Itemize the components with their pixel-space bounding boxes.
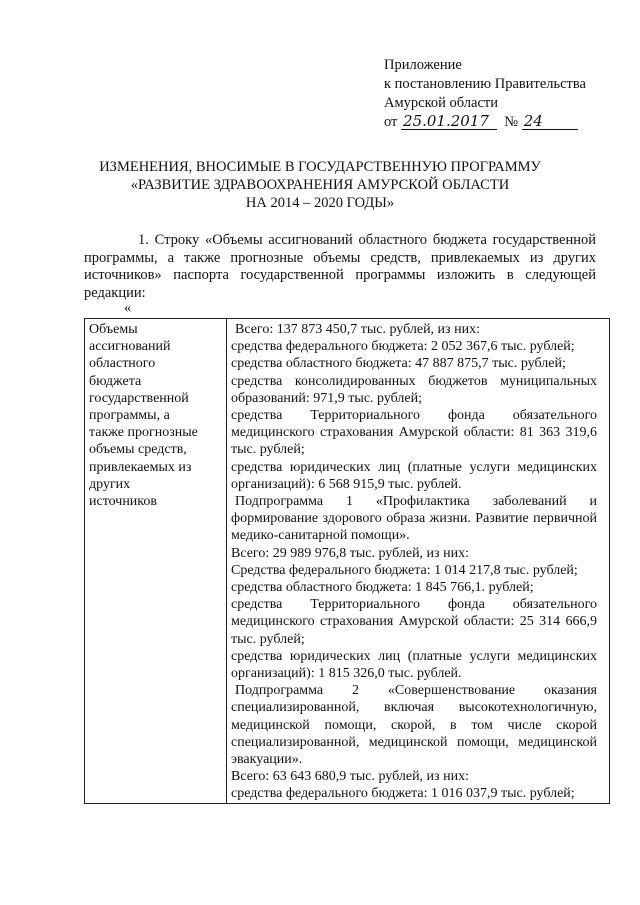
intro-text: 1. Строку «Объемы ассигнований областного бюджета государственной программы, а также прогнозные объемы средств, привлекаемых из других источников» паспорта государственной программы изложить в следующей редакции: [84, 232, 596, 301]
label-line: программы, а [89, 408, 170, 424]
label-line: областного [89, 356, 156, 372]
label-line: бюджета [89, 373, 142, 389]
handwritten-date: 25.01.2017 [401, 113, 497, 130]
label-line: привлекаемых из [89, 459, 192, 475]
subprogram-2-title: Подпрограмма 2 «Совершенствование оказания специализированной, включая высокотехнологичную, медицинской помощи, скорой, в том числе скорой специализированной, медицинской помощи, медицинской эвакуации». [231, 683, 597, 768]
handwritten-number: 24 [522, 113, 578, 130]
date-from-label: от [384, 114, 398, 130]
intro-paragraph [84, 232, 596, 302]
label-line: других [89, 476, 131, 492]
title-line-1: ИЗМЕНЕНИЯ, ВНОСИМЫЕ В ГОСУДАРСТВЕННУЮ ПРОГРАММУ [99, 159, 541, 175]
funding-table [84, 318, 610, 804]
row-label-cell [85, 319, 227, 804]
funding-line: средства областного бюджета: 47 887 875,7 тыс. рублей; [231, 356, 566, 372]
title-line-2: «РАЗВИТИЕ ЗДРАВООХРАНЕНИЯ АМУРСКОЙ ОБЛАСТИ [130, 177, 510, 193]
total-line: Всего: 29 989 976,8 тыс. рублей, из них: [231, 545, 469, 561]
opening-quote: « [124, 300, 132, 316]
appendix-resolution: к постановлению Правительства [384, 76, 586, 92]
number-label: № [504, 114, 519, 130]
funding-line: средства областного бюджета: 1 845 766,1. рублей; [231, 580, 534, 596]
label-line: источников [89, 494, 158, 510]
appendix-title: Приложение [384, 57, 462, 73]
funding-line: средства Территориального фонда обязательного медицинского страхования Амурской области: 81 363 319,6 тыс. рублей; [231, 408, 597, 458]
funding-line: средства юридических лиц (платные услуги медицинских организаций): 6 568 915,9 тыс. рублей. [231, 459, 597, 492]
funding-line: средства федерального бюджета: 1 016 037,9 тыс. рублей; [231, 786, 575, 802]
title-line-3: НА 2014 – 2020 ГОДЫ» [245, 195, 395, 211]
funding-line: средства федерального бюджета: 2 052 367,6 тыс. рублей; [231, 339, 575, 355]
appendix-date-line [384, 113, 586, 132]
label-line: объемы средств, [89, 442, 187, 458]
subprogram-1-title: Подпрограмма 1 «Профилактика заболеваний и формирование здорового образа жизни. Развитие первичной медико-санитарной помощи». [231, 494, 597, 544]
funding-line: Средства федерального бюджета: 1 014 217,8 тыс. рублей; [231, 562, 578, 578]
label-line: Объемы [89, 322, 138, 337]
row-content-cell [227, 319, 610, 804]
label-line: государственной [89, 390, 189, 406]
document-title [0, 158, 640, 212]
label-line: также прогнозные [89, 425, 198, 441]
total-line: Всего: 63 643 680,9 тыс. рублей, из них: [231, 769, 469, 785]
appendix-block [384, 56, 586, 132]
total-line: Всего: 137 873 450,7 тыс. рублей, из них: [235, 322, 480, 337]
appendix-region: Амурской области [384, 95, 498, 111]
funding-line: средства юридических лиц (платные услуги медицинских организаций): 1 815 326,0 тыс. рублей. [231, 648, 597, 682]
funding-line: средства консолидированных бюджетов муниципальных образований: 971,9 тыс. рублей; [231, 373, 597, 406]
funding-line: средства Территориального фонда обязательного медицинского страхования Амурской области: 25 314 666,9 тыс. рублей; [231, 597, 597, 647]
label-line: ассигнований [89, 339, 171, 355]
table-row [85, 319, 610, 804]
